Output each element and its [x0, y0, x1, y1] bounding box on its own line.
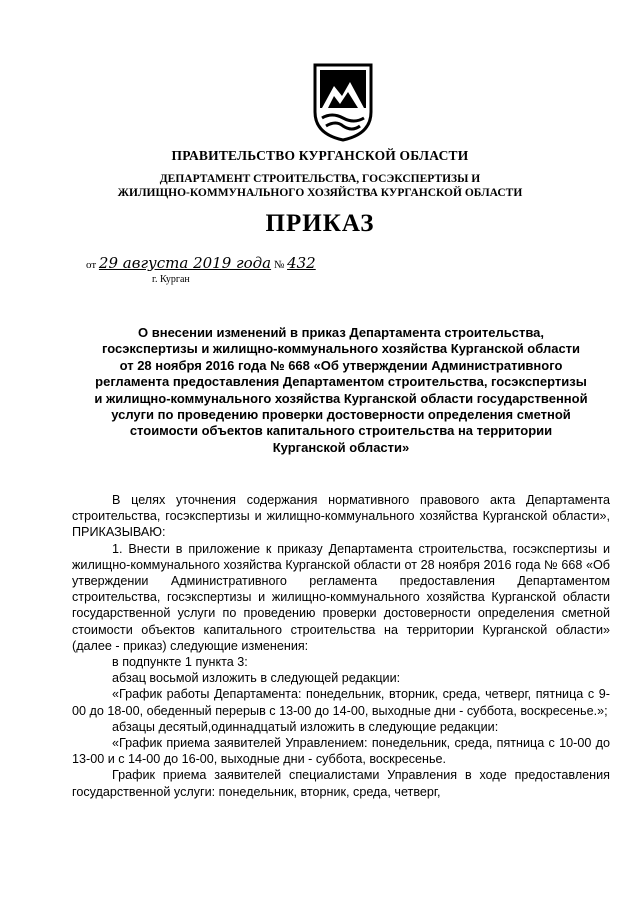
- body-paragraph: абзац восьмой изложить в следующей редакции:: [112, 671, 401, 686]
- number-label: №: [273, 259, 285, 271]
- order-number: 432: [287, 254, 316, 272]
- government-name: ПРАВИТЕЛЬСТВО КУРГАНСКОЙ ОБЛАСТИ: [171, 148, 469, 163]
- body-paragraph: в подпункте 1 пункта 3:: [112, 655, 248, 670]
- order-title-line: регламента предоставления Департаментом строительства, госэкспертизы: [95, 374, 587, 390]
- document-type-title: ПРИКАЗ: [265, 210, 375, 237]
- body-paragraph: «График работы Департамента: понедельник, вторник, среда, четверг, пятница с 9-00 до 18-00, обеденный перерыв с 13-00 до 14-00, выходные дни - суббота, воскресенье.»;: [72, 687, 610, 718]
- order-date-number-line: [86, 254, 316, 274]
- order-date: 29 августа 2019 года: [98, 254, 272, 272]
- department-name-line1: ДЕПАРТАМЕНТ СТРОИТЕЛЬСТВА, ГОСЭКСПЕРТИЗЫ И: [159, 173, 481, 185]
- body-paragraph: График приема заявителей специалистами Управления в ходе предоставления государственной услуги: понедельник, вторник, среда, четверг,: [72, 768, 610, 799]
- order-title-line: госэкспертизы и жилищно-коммунального хозяйства Курганской области: [101, 341, 581, 357]
- order-body: [72, 492, 610, 800]
- body-paragraph: 1. Внести в приложение к приказу Департамента строительства, госэкспертизы и жилищно-коммунального хозяйства Курганской области от 28 ноября 2016 года № 668 «Об утверждении Административного регламента предоставления Департаментом строительства, госэкспертизы и жилищно-коммунального хозяйства Курганской области государственной услуги по проведению проверки достоверности определения сметной стоимости объектов капитального строительства на территории Курганской области» (далее - приказ) следующие изменения:: [72, 541, 610, 653]
- order-title: [72, 325, 610, 456]
- order-title-line: и жилищно-коммунального хозяйства Курганской области государственной: [94, 390, 588, 406]
- city-label: г. Курган: [152, 274, 190, 285]
- body-paragraph: «График приема заявителей Управлением: понедельник, среда, пятница с 10-00 до 13-00 и с 14-00 до 16-00, выходные дни - суббота, воскресенье.: [72, 736, 610, 767]
- body-paragraph: В целях уточнения содержания нормативного правового акта Департамента строительства, госэкспертизы и жилищно-коммунального хозяйства Курганской области», ПРИКАЗЫВАЮ:: [72, 493, 610, 540]
- order-title-line: Курганской области»: [272, 439, 410, 455]
- order-title-line: услуги по проведению проверки достоверности определения сметной: [111, 407, 571, 423]
- department-name-line2: ЖИЛИЩНО-КОММУНАЛЬНОГО ХОЗЯЙСТВА КУРГАНСКОЙ ОБЛАСТИ: [117, 187, 523, 199]
- date-prefix: от: [86, 259, 97, 271]
- order-title-line: О внесении изменений в приказ Департамента строительства,: [138, 325, 544, 340]
- order-title-line: стоимости объектов капитального строительства на территории: [129, 423, 553, 439]
- coat-of-arms-icon: [312, 62, 374, 142]
- order-title-line: от 28 ноября 2016 года № 668 «Об утверждении Административного: [119, 357, 563, 373]
- body-paragraph: абзацы десятый,одиннадцатый изложить в следующие редакции:: [112, 719, 499, 734]
